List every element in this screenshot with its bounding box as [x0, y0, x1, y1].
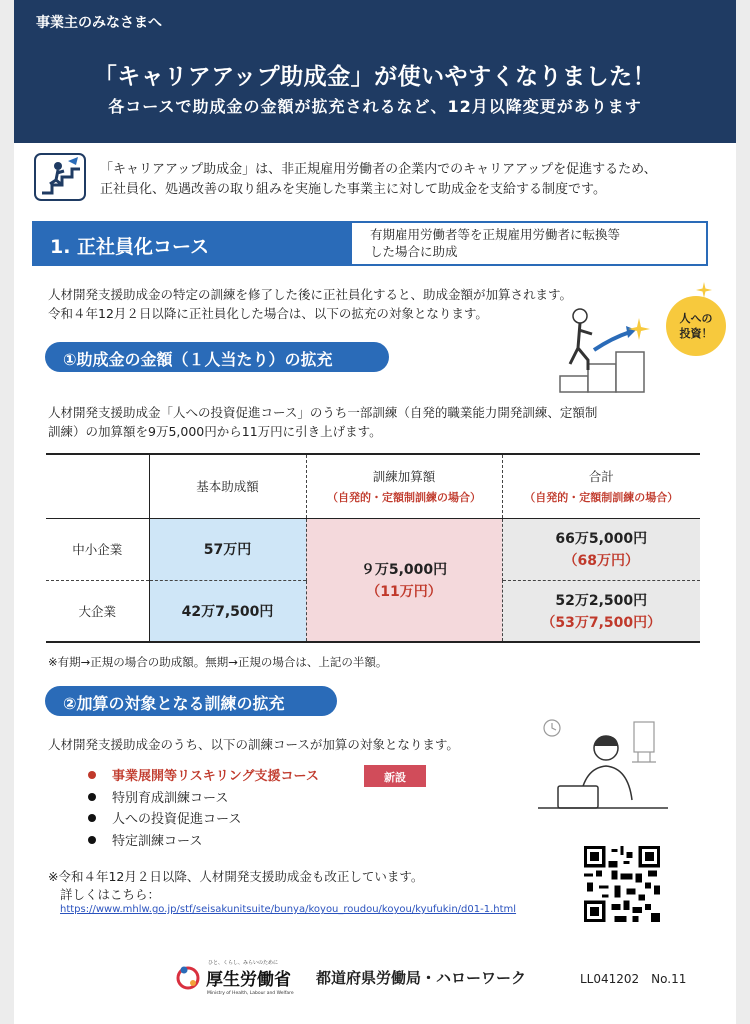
table-footnote: ※有期→正規の場合の助成額。無期→正規の場合は、上記の半額。 — [48, 655, 388, 669]
sme-basic-amount: 57万円 — [149, 518, 306, 580]
subsection-title-training-expansion: ②加算の対象となる訓練の拡充 — [45, 686, 337, 716]
col-header-basic: 基本助成額 — [149, 454, 306, 518]
page-subtitle: 各コースで助成金の金額が拡充されるなど、12月以降変更があります — [108, 97, 642, 116]
climbing-stairs-illustration — [534, 298, 654, 398]
row-label-sme: 中小企業 — [46, 518, 149, 580]
section-title: 1. 正社員化コース — [34, 223, 352, 264]
new-badge: 新設 — [364, 765, 426, 787]
col-header-training-add: 訓練加算額 （自発的・定額制訓練の場合） — [306, 454, 502, 518]
header-banner — [14, 0, 736, 143]
sme-total-amount: 66万5,000円 （68万円） — [502, 518, 700, 580]
section-header-regular-employee-course — [32, 221, 708, 266]
flyer-page — [14, 0, 736, 1024]
career-up-stairs-icon — [34, 153, 86, 201]
subsection-title-amount-expansion: ①助成金の金額（１人当たり）の拡充 — [45, 342, 389, 372]
training-course-list — [94, 765, 319, 851]
intro-text: 「キャリアアップ助成金」は、非正規雇用労働者の企業内でのキャリアアップを促進するため、 正社員化、処遇改善の取り組みを実施した事業主に対して助成金を支給する制度です。 — [100, 162, 657, 197]
svg-text:厚生労働省: 厚生労働省 — [206, 970, 291, 990]
svg-text:Ministry of Health, Labour and: Ministry of Health, Labour and Welfare — [207, 991, 294, 996]
footer-organization: 都道府県労働局・ハローワーク — [316, 969, 527, 987]
row-label-large: 大企業 — [46, 580, 149, 642]
qr-code-icon[interactable] — [584, 846, 660, 922]
list-item: 特別育成訓練コース — [94, 787, 319, 809]
document-code: LL041202 No.11 — [580, 972, 687, 986]
list-item: 特定訓練コース — [94, 830, 319, 852]
sparkle-icon — [628, 318, 650, 340]
col-header-total: 合計 （自発的・定額制訓練の場合） — [524, 469, 679, 505]
page-title: 「キャリアアップ助成金」が使いやすくなりました！ — [93, 64, 657, 90]
mhlw-logo — [174, 956, 314, 998]
svg-text:ひと、くらし、みらいのために: ひと、くらし、みらいのために — [208, 960, 279, 966]
section-paragraph: 人材開発支援助成金の特定の訓練を修了した後に正社員化すると、助成金額が加算されます。 令和４年12月２日以降に正社員化した場合は、以下の拡充の対象となります。 — [48, 287, 573, 321]
table-header-row — [46, 454, 700, 518]
large-total-amount: 52万2,500円 （53万7,500円） — [502, 580, 700, 642]
audience-label: 事業主のみなさまへ — [36, 15, 162, 31]
training-paragraph: 人材開発支援助成金のうち、以下の訓練コースが加算の対象となります。 — [48, 737, 459, 752]
table-row-sme — [46, 518, 700, 580]
revision-note: ※令和４年12月２日以降、人材開発支援助成金も改正しています。 詳しくはこちら： — [48, 869, 424, 902]
training-add-amount: ９万5,000円 （11万円） — [306, 518, 502, 642]
investment-badge: 人への 投資！ — [666, 296, 726, 356]
list-item: 人への投資促進コース — [94, 808, 319, 830]
sparkle-icon — [696, 282, 712, 298]
section-description: 有期雇用労働者等を正規雇用労働者に転換等 した場合に助成 — [370, 227, 621, 259]
list-item: 事業展開等リスキリング支援コース — [94, 765, 319, 787]
large-basic-amount: 42万7,500円 — [149, 580, 306, 642]
details-link[interactable]: https://www.mhlw.go.jp/stf/seisakunitsuite/bunya/koyou_roudou/koyou/kyufukin/d01-1.html — [60, 904, 517, 915]
subsidy-amount-table — [46, 453, 700, 643]
person-at-laptop-illustration — [538, 716, 668, 818]
amount-paragraph: 人材開発支援助成金「人への投資促進コース」のうち一部訓練（自発的職業能力開発訓練、定額制 訓練）の加算額を9万5,000円から11万円に引き上げます。 — [48, 405, 598, 439]
